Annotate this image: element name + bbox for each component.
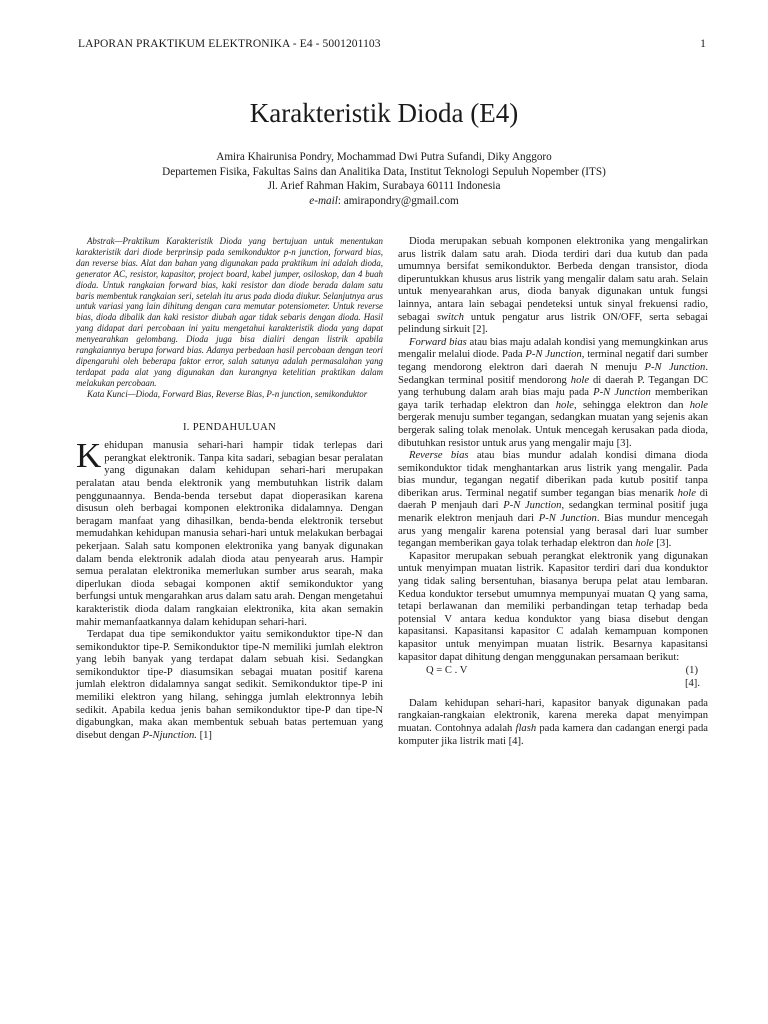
email-address: amirapondry@gmail.com — [343, 194, 459, 207]
email-separator: : — [337, 194, 344, 207]
intro-paragraph-1-text: ehidupan manusia sehari-hari hampir tidak terlepas dari perangkat elektronik. Tanpa kita sadari, sebagian besar peralatan yang digunakan dalam kehidupan sehari-hari merupakan peralatan atau benda elektronik yang membutuhkan listrik dalam penggunaannya. Benda-benda tersebut dapat dioperasikan karena disusun oleh berbagai komponen elektronika didalamnya. Dengan beragam manfaat yang dihasilkan, benda-benda elektronik tersebut memudahkan kehidupan manusia sehari-hari untuk melakukan berbagai pekerjaan. Salah satu komponen elektronika yang banyak digunakan dalam benda elektronik adalah dioda atau penyearah arus. Hampir semua peralatan elektronika memerlukan sumber arus searah, maka diperlukan dioda sebagai komponen aktif semikonduktor yang berfungsi untuk mengarahkan arus dalam satu arah. Dengan mengetahui karakteristik dioda dalam rangkaian elektronika, kita akan semakin mahir memanfaatkannya dalam kehidupan sehari-hari. — [76, 440, 383, 628]
term: P-N Junction — [503, 500, 562, 512]
drop-cap: K — [76, 436, 102, 476]
left-column — [76, 236, 383, 742]
text: . Bias mundur mencegah arus yang mengalir karena potensial yang berasal dari luar sumber tegangan memberikan gaya tolak terhadap elektron dan — [398, 513, 708, 550]
running-header — [78, 38, 706, 54]
term-switch: switch — [436, 311, 464, 323]
intro-paragraph-2-text: Terdapat dua tipe semikonduktor yaitu semikonduktor tipe-N dan semikonduktor tipe-P. Semikonduktor tipe-N memiliki jumlah elektron yang lebih banyak yang terdapat dalam sebuah kisi. Sedangkan semikonduktor tipe-P diasumsikan sebagai muatan positif karena jumlah elektron didalamnya sangat sedikit. Semikonduktor tipe-P ini memiliki elektron yang hilang, sehingga jumlah elektronnya lebih sedikit. Apabila kedua jenis bahan semikonduktor tipe-P dan tipe-N digabungkan, maka akan membentuk sebuah batas pertemuan yang disebut dengan — [76, 629, 383, 741]
text: atau bias mundur adalah kondisi dimana dioda semikonduktor tidak menghantarkan arus listrik yang mengalir. Pada bias mundur, tegangan negatif diberikan pada kutub positif tanpa diberikan arus. Terminal negatif sumber tegangan bias menarik — [398, 450, 708, 499]
text: di daerah P. Tegangan DC yang terhubung dalam arah bias maju pada — [398, 374, 709, 399]
kapasitor-usage-tail: pada kamera dan cadangan energi pada komputer jika listrik mati [4]. — [398, 722, 708, 747]
intro-paragraph-1 — [76, 436, 383, 629]
forward-bias-paragraph — [398, 337, 708, 450]
running-title: LAPORAN PRAKTIKUM ELEKTRONIKA - E4 - 5001201103 — [78, 38, 381, 50]
term: Reverse bias — [409, 450, 469, 462]
kapasitor-paragraph: Kapasitor merupakan sebuah perangkat elektronik yang digunakan untuk menyimpan muatan listrik. Kapasitor terdiri dari dua konduktor yang tidak saling bersentuhan, biasanya berupa pelat atau lembaran. Kedua konduktor tersebut umumnya mempunyai muatan Q yang sama, tetapi berlawanan dan memiliki perbandingan tetap terhadap beda potensial V antara kedua konduktor yang biasa disebut dengan kapasitansi. Kapasitansi kapasitor C adalah kemampuan komponen kapasitor untuk menyimpan muatan listrik. Besarnya kapasitansi kapasitor dapat dihitung dengan menggunakan persamaan berikut: — [398, 550, 708, 663]
right-column — [398, 236, 708, 748]
dioda-paragraph-text: Dioda merupakan sebuah komponen elektronika yang mengalirkan arus listrik dalam satu arah. Dioda terdiri dari dua kutub dan pada umumnya bersifat semikonduktor. Berbeda dengan transistor, dioda diperuntukkan khusus arus listrik yang mengalir dalam satu arah. Selain untuk menyearahkan arus, dioda banyak digunakan untuk fungsi lainnya, antara lain sebagai pendeteksi untuk sinyal frekuensi radio, sebagai — [398, 236, 708, 323]
kapasitor-usage-text: Dalam kehidupan sehari-hari, kapasitor banyak digunakan pada rangkaian-rangkaian elektronik, karena mereka dapat menyimpan muatan. Contohnya adalah — [398, 697, 708, 734]
text: , sehingga elektron dan — [573, 399, 690, 411]
dioda-paragraph-tail: untuk pengatur arus listrik ON/OFF, serta sebagai pelindung sirkuit [2]. — [398, 311, 708, 336]
page-number: 1 — [700, 38, 706, 50]
term: hole — [635, 538, 654, 550]
section-heading-pendahuluan: I. PENDAHULUAN — [182, 421, 277, 433]
term: P-N Junction — [525, 349, 582, 361]
term: Forward bias — [409, 336, 467, 348]
equation-citation: [4]. — [684, 678, 700, 690]
keywords: Kata Kunci—Dioda, Forward Bias, Reverse Bias, P-n junction, semikonduktor — [87, 388, 368, 399]
text: atau bias maju adalah kondisi yang memungkinkan arus mengalir melalui diode. Pada — [398, 336, 708, 361]
text: bergerak menuju sumber tegangan, sedangkan muatan yang sejenis akan bergerak saling tolak menolak. Untuk mencegah kerusakan pada dioda, dibutuhkan resistor untuk arus yang mengalir maju [3]. — [398, 412, 708, 449]
dioda-paragraph — [398, 236, 708, 337]
term: hole — [677, 487, 696, 499]
email-label: e-mail — [309, 194, 338, 207]
text: di daerah P menjauh dari — [398, 487, 709, 512]
author-names: Amira Khairunisa Pondry, Mochammad Dwi Putra Sufandi, Diky Anggoro — [216, 151, 552, 163]
kapasitor-usage-paragraph — [398, 698, 708, 748]
text: [3]. — [653, 538, 672, 550]
equation-expression: Q = C . V — [426, 665, 468, 677]
paper-title: Karakteristik Dioda (E4) — [249, 98, 519, 128]
equation-number: (1) — [685, 665, 698, 677]
term: P-N Junction — [644, 361, 706, 373]
text: . Sedangkan terminal positif mendorong — [398, 361, 708, 386]
term-pn-junction: P-Njunction. — [142, 729, 197, 741]
term: hole — [689, 399, 708, 411]
equation-1 — [398, 665, 708, 678]
author-block — [0, 150, 768, 208]
author-email-line — [0, 194, 768, 209]
term: P-N Junction — [593, 387, 651, 399]
term: hole — [555, 399, 574, 411]
text: , sedangkan terminal positif juga menarik elektron menjauh dari — [398, 500, 708, 525]
abstract: Abstrak—Praktikum Karakteristik Dioda yang bertujuan untuk menentukan karakteristik dari diode berprinsip pada semikonduktor p-n junction, forward bias, dan reverse bias. Alat dan bahan yang digunakan pada praktikum ini adalah dioda, generator AC, resistor, kapasitor, project board, kabel jumper, osiloskop, dan 4 buah dioda. Untuk rangkaian forward bias, kaki resistor dan diode berada dalam satu baris membentuk rangkaian seri, setelah itu arus pada dioda diukur. Selanjutnya arus untuk variasi yang lain dihitung dengan cara memutar potensiometer. Untuk reverse bias, dioda dibalik dan kaki resistor diubah agar tidak sebaris dengan dioda. Hasil yang didapat dari percobaan ini yaitu mengetahui karakteristik dioda yang dapat menyearahkan gelombang. Dioda juga bisa dialiri dengan listrik apabila rangkaiannya berupa forward bias. Adanya perbedaan hasil percobaan dengan teori dipengaruhi oleh beberapa faktor error, salah satunya adalah permasalahan yang terdapat pada alat yang digunakan dan kurangnya ketelitian praktikan dalam melakukan percobaan. — [76, 236, 383, 388]
author-address: Jl. Arief Rahman Hakim, Surabaya 60111 Indonesia — [267, 180, 501, 192]
term-flash: flash — [515, 722, 537, 734]
text: , terminal negatif dari sumber tegang mendorong elektron dari daerah N menuju — [398, 349, 708, 373]
author-affiliation: Departemen Fisika, Fakultas Sains dan Analitika Data, Institut Teknologi Sepuluh Nopember (ITS) — [162, 165, 606, 178]
term: hole — [570, 374, 590, 386]
citation: [1] — [196, 729, 212, 741]
reverse-bias-paragraph — [398, 450, 708, 551]
term: P-N Junction — [538, 513, 597, 525]
text: memberikan gaya tarik terhadap elektron dan — [398, 387, 708, 411]
intro-paragraph-2 — [76, 629, 383, 742]
